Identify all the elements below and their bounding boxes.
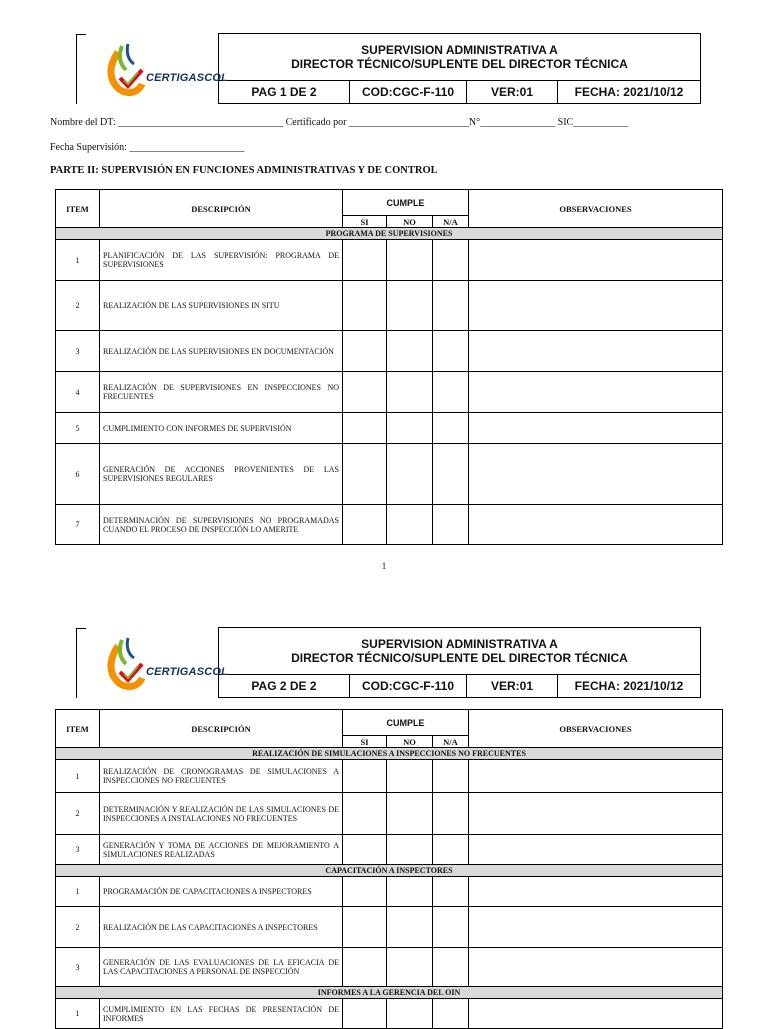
no-cell[interactable] bbox=[387, 877, 433, 907]
observaciones-cell[interactable] bbox=[469, 331, 723, 372]
row-description: PLANIFICACIÓN DE LAS SUPERVISIÓN: PROGRAMA DE SUPERVISIONES bbox=[100, 240, 343, 281]
row-number: 2 bbox=[56, 907, 100, 948]
observaciones-cell[interactable] bbox=[469, 793, 723, 835]
si-cell[interactable] bbox=[343, 444, 387, 505]
si-cell[interactable] bbox=[343, 505, 387, 545]
table-row bbox=[56, 999, 723, 1029]
row-number: 5 bbox=[56, 413, 100, 444]
si-cell[interactable] bbox=[343, 331, 387, 372]
na-cell[interactable] bbox=[433, 999, 469, 1029]
no-cell[interactable] bbox=[387, 240, 433, 281]
row-description: GENERACIÓN DE ACCIONES PROVENIENTES DE LAS SUPERVISIONES REGULARES bbox=[100, 444, 343, 505]
row-number: 7 bbox=[56, 505, 100, 545]
col-cumple: CUMPLE bbox=[343, 710, 469, 736]
si-cell[interactable] bbox=[343, 835, 387, 865]
no-cell[interactable] bbox=[387, 760, 433, 793]
no-cell[interactable] bbox=[387, 948, 433, 987]
row-number: 3 bbox=[56, 835, 100, 865]
row-number: 2 bbox=[56, 793, 100, 835]
col-item: ITEM bbox=[56, 710, 100, 748]
na-cell[interactable] bbox=[433, 793, 469, 835]
row-description: CUMPLIMIENTO EN LAS FECHAS DE PRESENTACIÓN DE INFORMES bbox=[100, 999, 343, 1029]
no-cell[interactable] bbox=[387, 372, 433, 413]
col-si: SI bbox=[343, 736, 387, 748]
row-number: 1 bbox=[56, 877, 100, 907]
na-cell[interactable] bbox=[433, 372, 469, 413]
section-programa: PROGRAMA DE SUPERVISIONES bbox=[56, 228, 723, 240]
document-code: COD:CGC-F-110 bbox=[350, 675, 467, 698]
row-description: GENERACIÓN DE LAS EVALUACIONES DE LA EFICACIA DE LAS CAPACITACIONES A PERSONAL DE INSPECCIÓN bbox=[100, 948, 343, 987]
no-cell[interactable] bbox=[387, 331, 433, 372]
observaciones-cell[interactable] bbox=[469, 835, 723, 865]
version: VER:01 bbox=[467, 81, 558, 104]
row-number: 4 bbox=[56, 372, 100, 413]
observaciones-cell[interactable] bbox=[469, 877, 723, 907]
document-date: FECHA: 2021/10/12 bbox=[558, 675, 701, 698]
row-description: CUMPLIMIENTO CON INFORMES DE SUPERVISIÓN bbox=[100, 413, 343, 444]
table-row bbox=[56, 413, 723, 444]
observaciones-cell[interactable] bbox=[469, 948, 723, 987]
table-row bbox=[56, 948, 723, 987]
table-row bbox=[56, 835, 723, 865]
document-code: COD:CGC-F-110 bbox=[350, 81, 467, 104]
si-cell[interactable] bbox=[343, 372, 387, 413]
page-indicator: PAG 1 DE 2 bbox=[219, 81, 350, 104]
row-number: 3 bbox=[56, 331, 100, 372]
no-cell[interactable] bbox=[387, 281, 433, 331]
title-line-2: DIRECTOR TÉCNICO/SUPLENTE DEL DIRECTOR TÉCNICA bbox=[291, 651, 628, 665]
document-title bbox=[219, 628, 701, 675]
header-page-2 bbox=[76, 627, 701, 698]
title-line-2: DIRECTOR TÉCNICO/SUPLENTE DEL DIRECTOR TÉCNICA bbox=[291, 57, 628, 71]
no-cell[interactable] bbox=[387, 793, 433, 835]
no-cell[interactable] bbox=[387, 999, 433, 1029]
col-observaciones: OBSERVACIONES bbox=[469, 710, 723, 748]
row-number: 1 bbox=[56, 760, 100, 793]
na-cell[interactable] bbox=[433, 413, 469, 444]
si-cell[interactable] bbox=[343, 907, 387, 948]
row-description: REALIZACIÓN DE CRONOGRAMAS DE SIMULACIONES A INSPECCIONES NO FRECUENTES bbox=[100, 760, 343, 793]
title-line-1: SUPERVISION ADMINISTRATIVA A bbox=[361, 637, 558, 651]
no-cell[interactable] bbox=[387, 413, 433, 444]
observaciones-cell[interactable] bbox=[469, 907, 723, 948]
col-item: ITEM bbox=[56, 190, 100, 228]
si-cell[interactable] bbox=[343, 999, 387, 1029]
document-title bbox=[219, 34, 701, 81]
logo-wordmark: CERTIGASCOL bbox=[146, 665, 229, 678]
dt-name-field-line: Nombre del DT: _________________________________ Certificado por ________________________N°_______________ SIC___________ bbox=[50, 117, 629, 128]
na-cell[interactable] bbox=[433, 444, 469, 505]
si-cell[interactable] bbox=[343, 413, 387, 444]
col-cumple: CUMPLE bbox=[343, 190, 469, 216]
table-row bbox=[56, 877, 723, 907]
supervision-table-1 bbox=[55, 189, 723, 545]
col-no: NO bbox=[387, 216, 433, 228]
no-cell[interactable] bbox=[387, 505, 433, 545]
na-cell[interactable] bbox=[433, 505, 469, 545]
observaciones-cell[interactable] bbox=[469, 281, 723, 331]
observaciones-cell[interactable] bbox=[469, 240, 723, 281]
si-cell[interactable] bbox=[343, 877, 387, 907]
row-description: REALIZACIÓN DE LAS SUPERVISIONES EN DOCUMENTACIÓN bbox=[100, 331, 343, 372]
table-row bbox=[56, 240, 723, 281]
part-title: PARTE II: SUPERVISIÓN EN FUNCIONES ADMINISTRATIVAS Y DE CONTROL bbox=[50, 165, 438, 176]
observaciones-cell[interactable] bbox=[469, 760, 723, 793]
section-capacitacion: CAPACITACIÓN A INSPECTORES bbox=[56, 865, 723, 877]
table-row bbox=[56, 760, 723, 793]
si-cell[interactable] bbox=[343, 281, 387, 331]
row-number: 6 bbox=[56, 444, 100, 505]
table-row bbox=[56, 331, 723, 372]
table-row bbox=[56, 505, 723, 545]
document-date: FECHA: 2021/10/12 bbox=[558, 81, 701, 104]
na-cell[interactable] bbox=[433, 877, 469, 907]
col-si: SI bbox=[343, 216, 387, 228]
row-description: DETERMINACIÓN DE SUPERVISIONES NO PROGRAMADAS CUANDO EL PROCESO DE INSPECCIÓN LO AMERITE bbox=[100, 505, 343, 545]
observaciones-cell[interactable] bbox=[469, 444, 723, 505]
page-indicator: PAG 2 DE 2 bbox=[219, 675, 350, 698]
observaciones-cell[interactable] bbox=[469, 505, 723, 545]
row-number: 3 bbox=[56, 948, 100, 987]
col-description: DESCRIPCIÓN bbox=[100, 710, 343, 748]
si-cell[interactable] bbox=[343, 240, 387, 281]
supervision-date-field-line: Fecha Supervisión: _______________________ bbox=[50, 142, 245, 153]
header-page-1 bbox=[76, 33, 701, 104]
logo-cell bbox=[76, 34, 229, 104]
col-observaciones: OBSERVACIONES bbox=[469, 190, 723, 228]
si-cell[interactable] bbox=[343, 793, 387, 835]
section-informes: INFORMES A LA GERENCIA DEL OIN bbox=[56, 987, 723, 999]
no-cell[interactable] bbox=[387, 907, 433, 948]
observaciones-cell[interactable] bbox=[469, 372, 723, 413]
row-description: DETERMINACIÓN Y REALIZACIÓN DE LAS SIMULACIONES DE INSPECCIONES A INSTALACIONES NO FRECUENTES bbox=[100, 793, 343, 835]
table-row bbox=[56, 793, 723, 835]
no-cell[interactable] bbox=[387, 444, 433, 505]
no-cell[interactable] bbox=[387, 835, 433, 865]
version: VER:01 bbox=[467, 675, 558, 698]
row-number: 1 bbox=[56, 240, 100, 281]
na-cell[interactable] bbox=[433, 907, 469, 948]
observaciones-cell[interactable] bbox=[469, 999, 723, 1029]
col-description: DESCRIPCIÓN bbox=[100, 190, 343, 228]
logo-wordmark: CERTIGASCOL bbox=[146, 71, 229, 84]
table-row bbox=[56, 444, 723, 505]
col-na: N/A bbox=[433, 736, 469, 748]
na-cell[interactable] bbox=[433, 760, 469, 793]
row-number: 2 bbox=[56, 281, 100, 331]
table-row bbox=[56, 372, 723, 413]
table-row bbox=[56, 281, 723, 331]
table-row bbox=[56, 907, 723, 948]
col-no: NO bbox=[387, 736, 433, 748]
row-description: REALIZACIÓN DE LAS CAPACITACIONES A INSPECTORES bbox=[100, 907, 343, 948]
col-na: N/A bbox=[433, 216, 469, 228]
si-cell[interactable] bbox=[343, 948, 387, 987]
supervision-table-2 bbox=[55, 709, 723, 1029]
page-number: 1 bbox=[381, 561, 387, 571]
row-description: PROGRAMACIÓN DE CAPACITACIONES A INSPECTORES bbox=[100, 877, 343, 907]
row-description: REALIZACIÓN DE LAS SUPERVISIONES IN SITU bbox=[100, 281, 343, 331]
row-number: 1 bbox=[56, 999, 100, 1029]
na-cell[interactable] bbox=[433, 948, 469, 987]
na-cell[interactable] bbox=[433, 331, 469, 372]
na-cell[interactable] bbox=[433, 240, 469, 281]
section-simulaciones: REALIZACIÓN DE SIMULACIONES A INSPECCIONES NO FRECUENTES bbox=[56, 748, 723, 760]
row-description: REALIZACIÓN DE SUPERVISIONES EN INSPECCIONES NO FRECUENTES bbox=[100, 372, 343, 413]
title-line-1: SUPERVISION ADMINISTRATIVA A bbox=[361, 43, 558, 57]
logo-cell bbox=[76, 628, 229, 698]
na-cell[interactable] bbox=[433, 281, 469, 331]
si-cell[interactable] bbox=[343, 760, 387, 793]
na-cell[interactable] bbox=[433, 835, 469, 865]
row-description: GENERACIÓN Y TOMA DE ACCIONES DE MEJORAMIENTO A SIMULACIONES REALIZADAS bbox=[100, 835, 343, 865]
observaciones-cell[interactable] bbox=[469, 413, 723, 444]
